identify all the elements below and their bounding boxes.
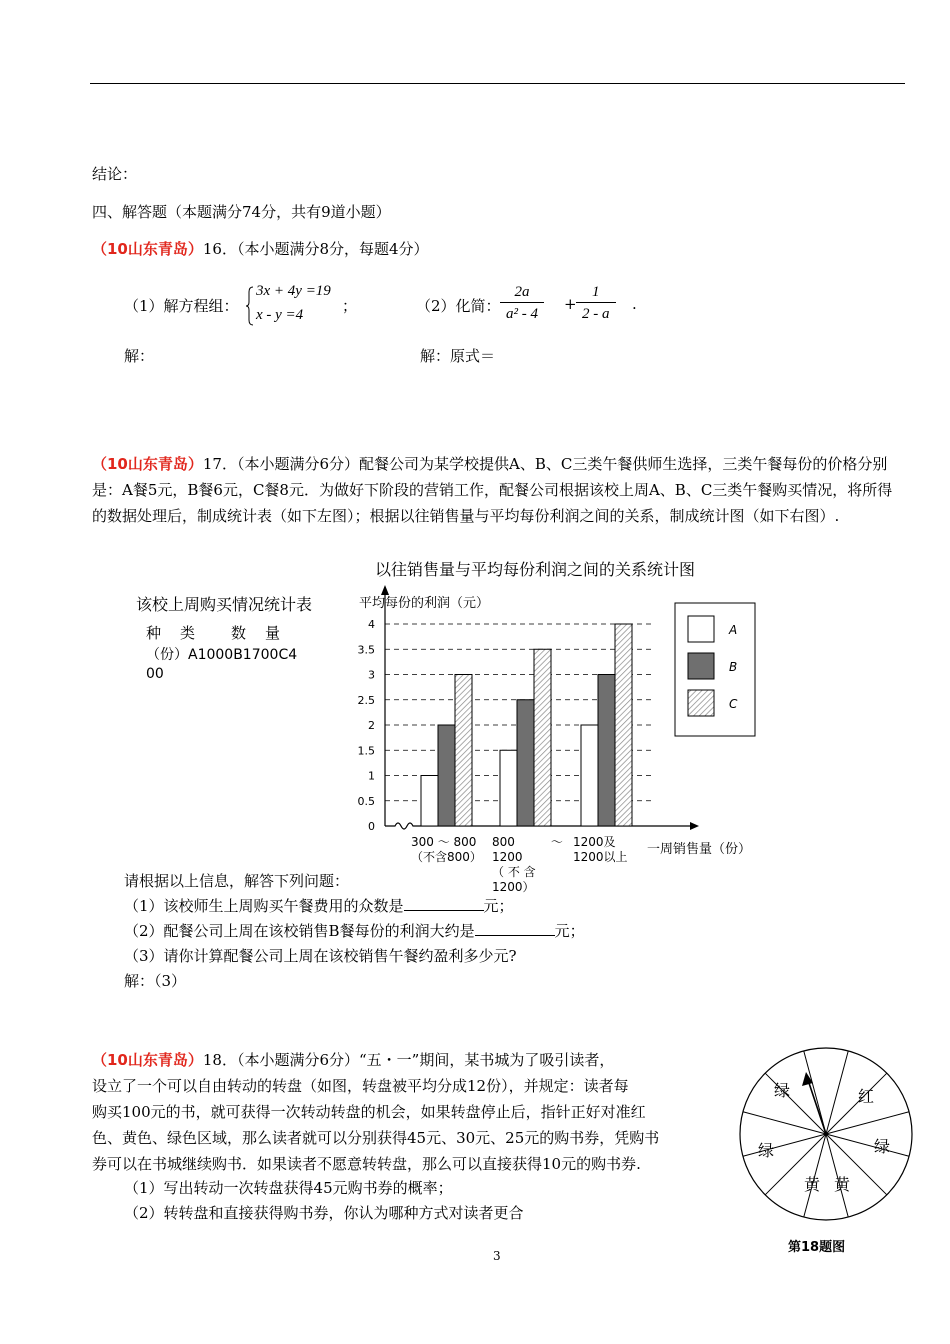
q17-body: 17．（本小题满分6分）配餐公司为某学校提供A、B、C三类午餐供师生选择，三类午餐每份的价格分别是：A餐5元，B餐6元，C餐8元．为做好下阶段的营销工作，配餐公司根据该校上周A、B、C三类午餐购买情况，将所得的数据处理后，制成统计表（如下左图）；根据以往销售量与平均每份利润之间的关系，制成统计图（如下右图）. [92, 455, 893, 525]
q16-header-text: 16．（本小题满分8分，每题4分） [202, 240, 429, 258]
q18-line-5: 券可以在书城继续购书．如果读者不愿意转转盘，那么可以直接获得10元的购书券. [92, 1155, 641, 1173]
x-category-label: 800 ～ [492, 835, 563, 849]
q17-answer: 解：（3） [124, 972, 187, 990]
x-category-label: 1200） [492, 880, 535, 894]
wheel-sector-label: 绿 [773, 1081, 791, 1100]
wheel-sector-label: 黄 [833, 1175, 851, 1194]
table-row-2: 00 [146, 666, 164, 682]
q17-sub1 [124, 895, 514, 916]
conclusion-label: 结论： [92, 165, 138, 183]
wheel-sector-label: 绿 [757, 1141, 775, 1160]
q16-answer2: 解：原式＝ [420, 347, 496, 365]
y-tick-label: 3 [368, 668, 375, 682]
y-tick-label: 1 [368, 769, 375, 783]
y-axis-arrow [381, 585, 389, 595]
source-tag: （10山东青岛） [92, 1051, 203, 1069]
wheel-caption: 第18题图 [788, 1240, 846, 1255]
bar-a [581, 725, 598, 826]
x-axis-arrow [690, 822, 699, 830]
q16-answer1: 解： [124, 347, 155, 365]
y-tick-label: 4 [368, 618, 375, 631]
x-category-label: 1200及 [573, 835, 616, 849]
wheel-sector-label: 绿 [873, 1137, 891, 1156]
legend-label-a: A [729, 623, 738, 637]
q16-part2-end: . [632, 295, 637, 313]
q17-text [92, 451, 907, 529]
wheel-sector-label: 红 [857, 1087, 875, 1106]
fraction-2-numerator: 1 [576, 282, 616, 303]
fraction-1-denominator: a² - 4 [506, 306, 538, 322]
page-number: 3 [493, 1249, 501, 1263]
fraction-1 [500, 282, 544, 325]
y-tick-label: 1.5 [357, 744, 375, 758]
legend-frame [675, 603, 755, 736]
bar-b [517, 700, 534, 826]
header-rule [90, 83, 905, 84]
x-category-label: （不含800） [411, 850, 482, 864]
q17-sub2-end: 元； [554, 922, 585, 940]
equation-brace [246, 286, 252, 324]
equation-2: x - y =4 [256, 307, 304, 323]
table-row-1: （份）A1000B1700C4 [146, 647, 298, 663]
q16-header [92, 238, 429, 259]
q17-sub3: （3）请你计算配餐公司上周在该校销售午餐约盈利多少元? [124, 947, 517, 965]
q18-line-1 [92, 1049, 614, 1070]
answer-blank [404, 896, 484, 911]
x-category-label: 1200以上 [573, 850, 628, 864]
fraction-2 [576, 282, 616, 325]
bar-c [615, 624, 632, 826]
q16-part1-end: ； [342, 297, 358, 315]
x-category-label: 1200 [492, 850, 523, 864]
bar-chart [345, 583, 765, 913]
chart-legend [675, 603, 755, 736]
q17-sub2-text: （2）配餐公司上周在该校销售B餐每份的利润大约是 [124, 922, 475, 940]
q18-line-3: 购买100元的书，就可获得一次转动转盘的机会，如果转盘停止后，指针正好对准红 [92, 1103, 646, 1121]
q18-line-1-text: 18．（本小题满分6分）“五・一”期间，某书城为了吸引读者， [202, 1051, 615, 1069]
y-tick-label: 2.5 [357, 693, 375, 707]
x-category-label: 300 ～ 800 [411, 835, 477, 849]
legend-label-c: C [729, 697, 738, 711]
q17-sub1-end: 元； [483, 897, 514, 915]
legend-label-b: B [729, 660, 738, 674]
table-title: 该校上周购买情况统计表 [136, 595, 313, 614]
table-header: 种 类 数 量 [146, 624, 283, 642]
wheel-sector-label: 黄 [803, 1175, 821, 1194]
y-tick-label: 0.5 [357, 794, 375, 808]
q18-line-4: 色、黄色、绿色区域，那么读者就可以分别获得45元、30元、25元的购书券，凭购书 [92, 1129, 660, 1147]
answer-blank [475, 921, 555, 936]
q16-part1-label: （1）解方程组： [124, 297, 239, 315]
q17-sub2 [124, 920, 585, 941]
source-tag: （10山东青岛） [92, 455, 203, 473]
x-category-label: （ 不 含 [492, 865, 536, 879]
source-tag: （10山东青岛） [92, 240, 203, 258]
y-tick-label: 0 [368, 820, 375, 833]
chart-title: 以往销售量与平均每份利润之间的关系统计图 [375, 560, 696, 579]
q18-sub1: （1）写出转动一次转盘获得45元购书券的概率； [124, 1179, 453, 1197]
bar-c [455, 675, 472, 827]
q18-sub2: （2）转转盘和直接获得购书券，你认为哪种方式对读者更合 [124, 1204, 524, 1222]
q17-prompt: 请根据以上信息，解答下列问题： [124, 872, 350, 890]
bar-b [598, 675, 615, 827]
q18-line-2: 设立了一个可以自由转动的转盘（如图，转盘被平均分成12份），并规定：读者每 [92, 1077, 629, 1095]
y-axis-label: 平均每份的利润（元） [359, 596, 490, 611]
fraction-2-denominator: 2 - a [582, 306, 610, 322]
bar-b [438, 725, 455, 826]
bar-a [421, 776, 438, 827]
equation-1: 3x + 4y =19 [256, 283, 331, 299]
bar-c [534, 649, 551, 826]
y-tick-label: 3.5 [357, 643, 375, 657]
y-tick-label: 2 [368, 719, 375, 732]
plus-sign: + [564, 295, 577, 313]
fraction-1-numerator: 2a [500, 282, 544, 303]
bar-a [500, 750, 517, 826]
legend-swatch-a [688, 616, 714, 642]
legend-swatch-b [688, 653, 714, 679]
x-axis-label: 一周销售量（份） [647, 842, 752, 857]
q16-part2-label: （2）化简： [416, 297, 501, 315]
section-heading: 四、解答题（本题满分74分，共有9道小题） [92, 203, 391, 221]
legend-swatch-c [688, 690, 714, 716]
q17-sub1-text: （1）该校师生上周购买午餐费用的众数是 [124, 897, 404, 915]
spinner-wheel [736, 1044, 916, 1224]
